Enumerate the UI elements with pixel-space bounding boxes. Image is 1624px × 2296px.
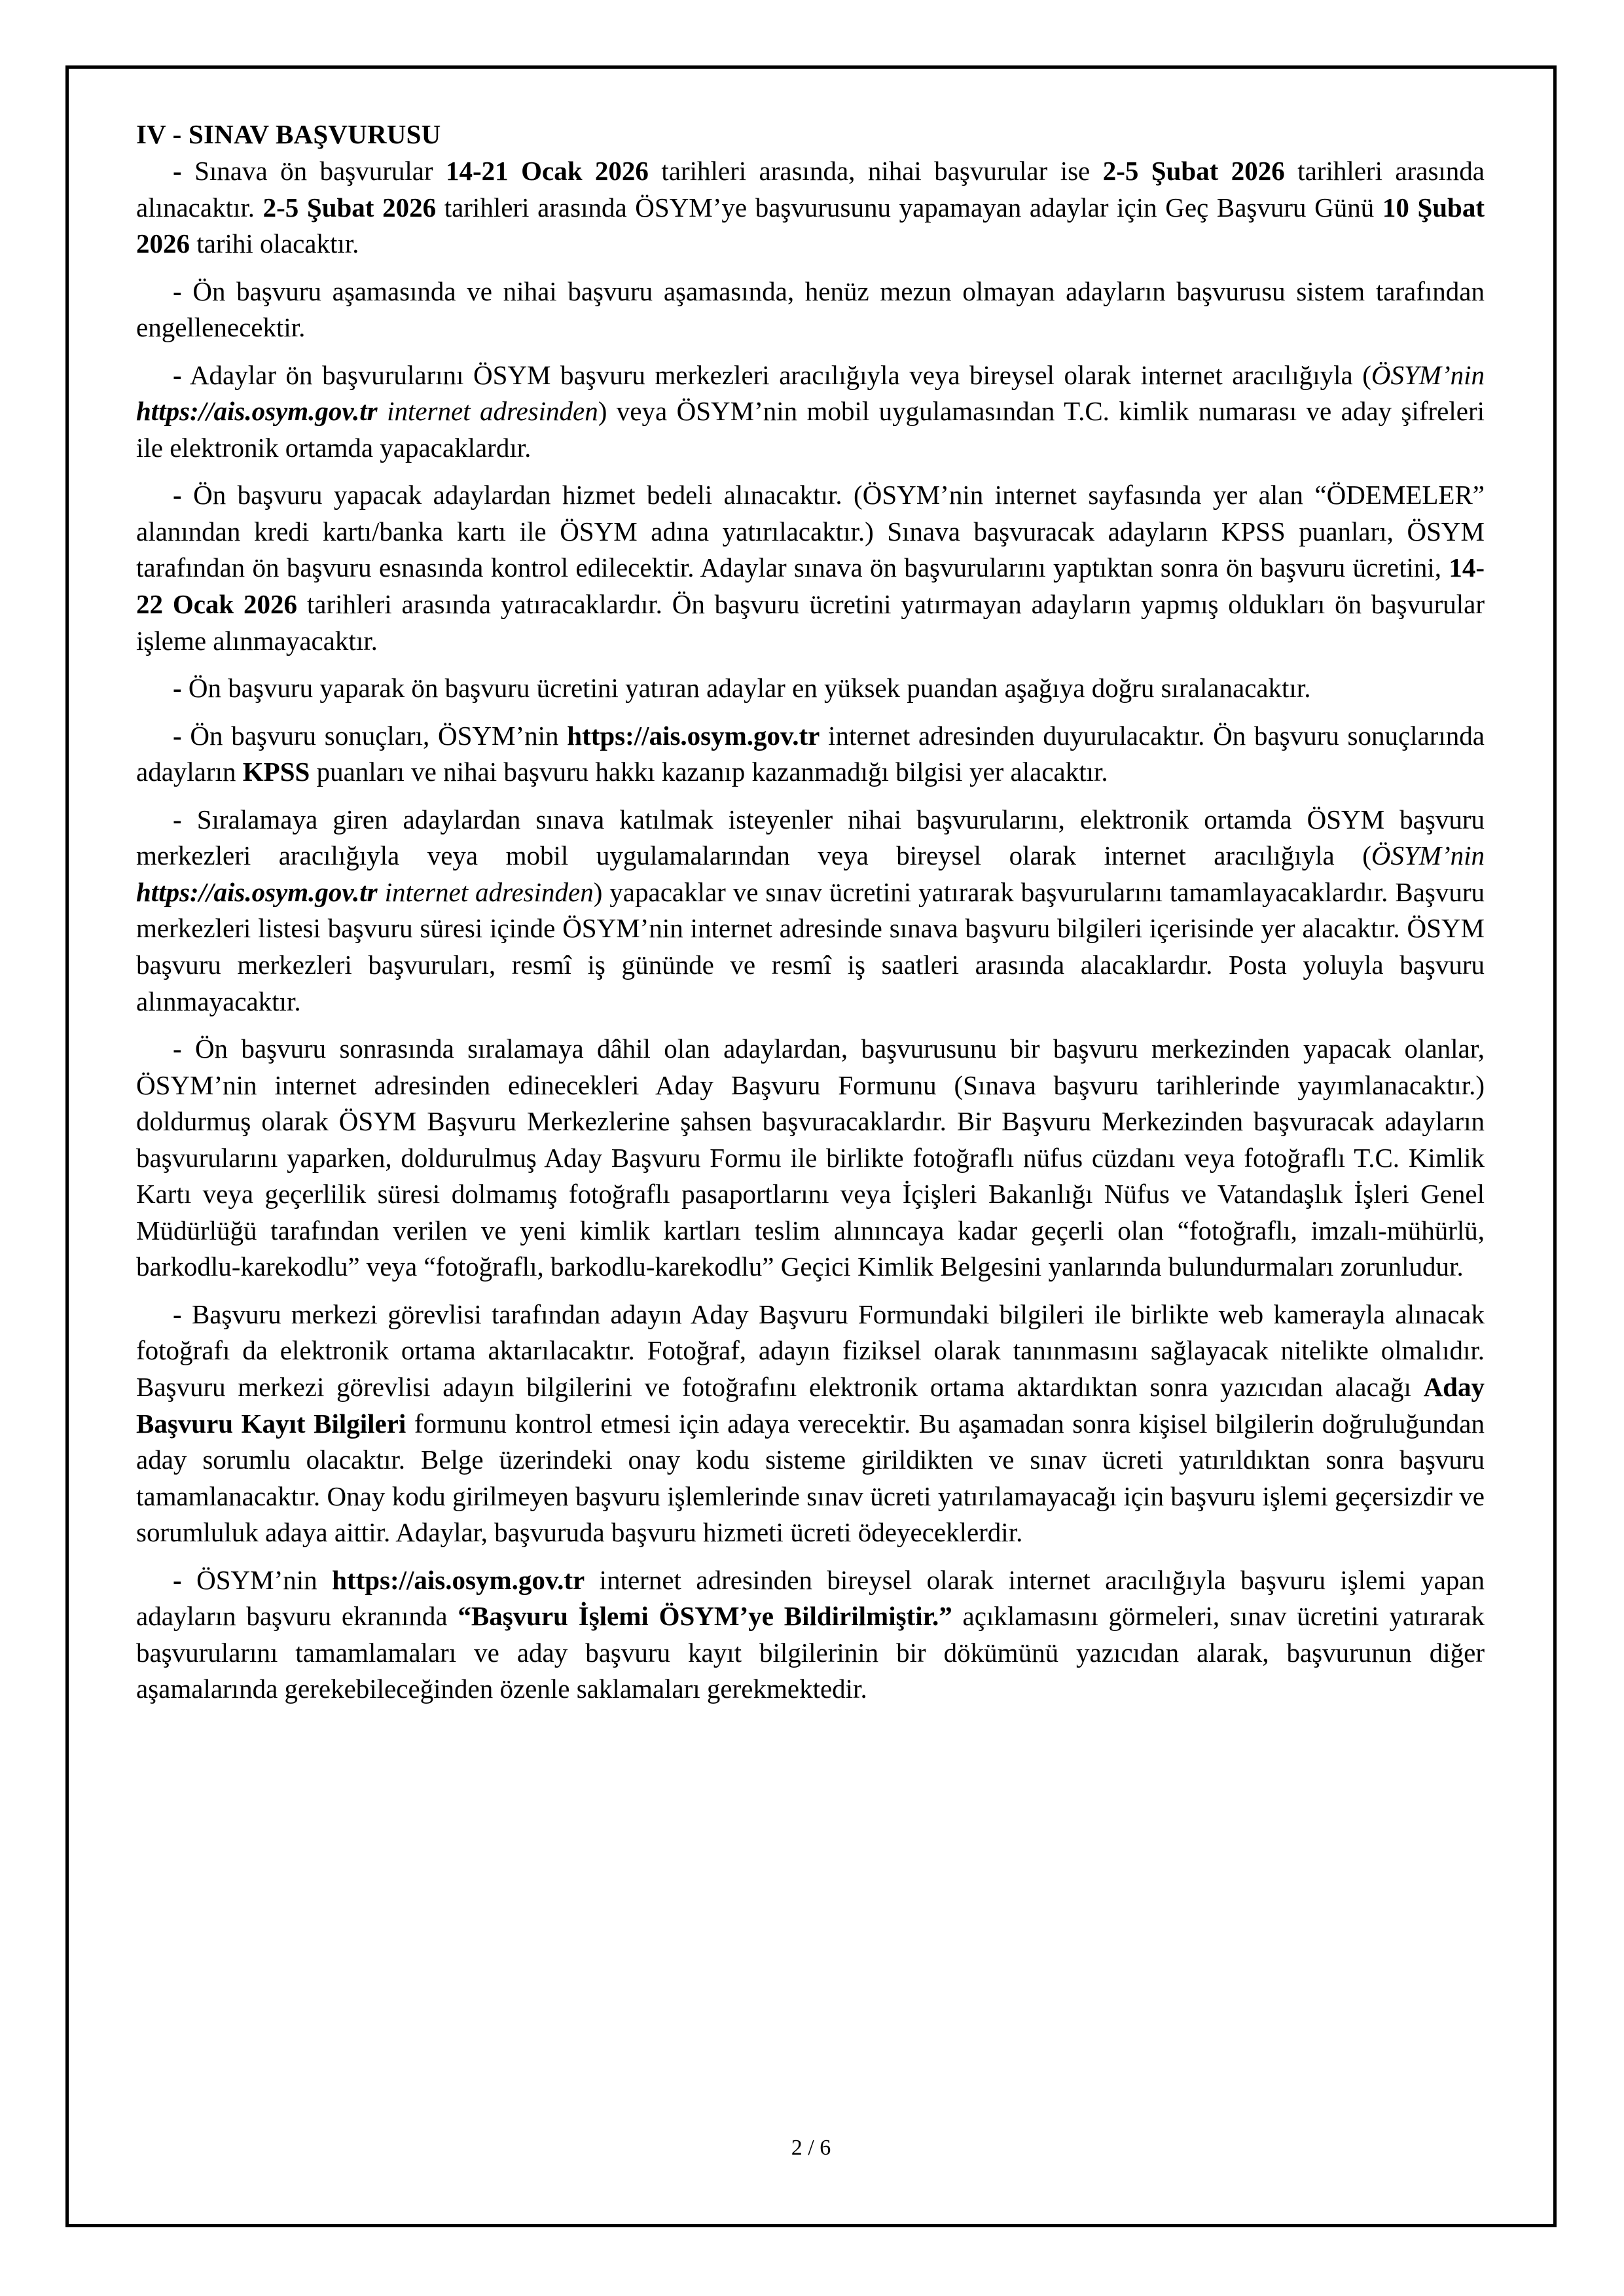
italic-internet-address: internet adresinden [377,876,594,907]
text-segment: Adaylar ön başvurularını ÖSYM başvuru merkezleri aracılığıyla veya bireysel olarak internet aracılığıyla ( [181,359,1371,390]
bullet-dash: - [173,1564,182,1595]
text-segment: Sınava ön başvurular [181,156,446,187]
text-segment: tarihleri arasında alınacaktır. [136,156,1485,223]
document-content [136,118,1485,1708]
url-ais-osym: https://ais.osym.gov.tr [136,876,378,907]
text-segment: Ön başvuru yapacak adaylardan hizmet bedeli alınacaktır. (ÖSYM’nin internet sayfasında yer alan “ÖDEMELER” alanından kredi kartı/banka kartı ile ÖSYM adına yatırılacaktır.) Sınava başvuracak adayların KPSS puanları, ÖSYM tarafından ön başvuru esnasında kontrol edilecektir. Adaylar sınava ön başvurularını yaptıktan sonra ön başvuru ücretini, [136,480,1485,583]
text-segment: internet adresinden bireysel olarak internet aracılığıyla başvuru işlemi yapan adayların başvuru ekranında [136,1564,1485,1632]
paragraph-individual-online-application [136,1562,1485,1708]
bullet-dash: - [173,156,182,187]
bold-date-fee-payment: 14-22 Ocak 2026 [136,552,1485,620]
document-page [65,65,1557,2227]
bullet-dash: - [173,804,182,834]
text-segment: ) yapacaklar ve sınav ücretini yatırarak başvurularını tamamlayacaklardır. Başvuru merkezleri listesi başvuru süresi içinde ÖSYM’nin internet adresinde sınava başvuru bilgileri içerisinde yer alacaktır. ÖSYM başvuru merkezleri başvuruları, resmî iş gününde ve resmî iş saatleri arasında alacaklardır. Posta yoluyla başvuru alınmayacaktır. [136,876,1485,1016]
text-segment: ÖSYM’nin [181,1564,333,1595]
text-segment: tarihleri arasında, nihai başvurular ise [648,156,1103,187]
text-segment: puanları ve nihai başvuru hakkı kazanıp kazanmadığı bilgisi yer alacaktır. [310,757,1108,787]
text-segment: tarihi olacaktır. [190,228,359,259]
text-segment: Sıralamaya giren adaylardan sınava katılmak isteyenler nihai başvurularını, elektronik ortamda ÖSYM başvuru merkezleri aracılığıyla veya mobil uygulamalarından veya bireysel olarak internet aracılığıyla ( [136,804,1485,871]
url-ais-osym: https://ais.osym.gov.tr [136,396,378,427]
italic-internet-address: internet adresinden [377,396,598,427]
bullet-dash: - [173,480,182,511]
url-ais-osym: https://ais.osym.gov.tr [332,1564,585,1595]
bullet-dash: - [173,359,182,390]
text-segment: formunu kontrol etmesi için adaya verecektir. Bu aşamadan sonra kişisel bilgilerin doğruluğundan aday sorumlu olacaktır. Belge üzerindeki onay kodu sisteme girildikten ve sınav ücreti yatırıldıktan sonra başvuru tamamlanacaktır. Onay kodu girilmeyen başvuru işlemlerinde sınav ücreti yatırılamayacağı için başvuru işlemi geçersizdir ve sorumluluk adaya aittir. Adaylar, başvuruda başvuru hizmeti ücreti ödeyeceklerdir. [136,1408,1485,1548]
page-title: IV - SINAV BAŞVURUSU [136,119,441,149]
bold-kpss: KPSS [242,757,310,787]
text-segment: Ön başvuru aşamasında ve nihai başvuru aşamasında, henüz mezun olmayan adayların başvurusu sistem tarafından engellenecektir. [136,276,1485,343]
paragraph-results-announcement [136,718,1485,791]
bold-date-final-application-repeat: 2-5 Şubat 2026 [262,192,437,223]
text-segment: Ön başvuru yaparak ön başvuru ücretini yatıran adaylar en yüksek puandan aşağıya doğru sıralanacaktır. [181,673,1311,704]
paragraph-final-application [136,802,1485,1020]
text-segment: açıklamasını görmeleri, sınav ücretini yatırarak başvurularını tamamlamaları ve aday başvuru kayıt bilgilerinin bir dökümünü yazıcıdan alarak, başvurunun diğer aşamalarında gerekebileceğinden özenle saklamaları gerekmektedir. [136,1601,1485,1704]
paragraph-application-channels [136,357,1485,467]
page-number-footer: 2 / 6 [791,2136,831,2160]
text-segment: Ön başvuru sonrasında sıralamaya dâhil olan adaylardan, başvurusunu bir başvuru merkezinden yapacak olanlar, ÖSYM’nin internet adresinden edinecekleri Aday Başvuru Formunu (Sınava başvuru tarihlerinde yayımlanacaktır.) doldurmuş olarak ÖSYM Başvuru Merkezlerine şahsen başvuracaklardır. Bir Başvuru Merkezinden başvuracak adayların başvurularını yaparken, doldurulmuş Aday Başvuru Formu ile birlikte fotoğraflı nüfus cüzdanı veya fotoğraflı T.C. Kimlik Kartı veya geçerlilik süresi dolmamış fotoğraflı pasaportlarını veya İçişleri Bakanlığı Nüfus ve Vatandaşlık İşleri Genel Müdürlüğü tarafından verilen ve yeni kimlik kartları teslim alınıncaya kadar geçerli olan “fotoğraflı, imzalı-mühürlü, barkodlu-karekodlu” veya “fotoğraflı, barkodlu-karekodlu” Geçici Kimlik Belgesini yanlarında bulundurmaları zorunludur. [136,1033,1485,1282]
paragraph-photo-and-record-form [136,1297,1485,1551]
bold-confirmation-message: “Başvuru İşlemi ÖSYM’ye Bildirilmiştir.” [458,1601,952,1632]
paragraph-service-fee [136,477,1485,659]
text-segment: tarihleri arasında yatıracaklardır. Ön başvuru ücretini yatırmayan adayların yapmış oldukları ön başvurular işleme alınmayacaktır. [136,589,1485,656]
bold-date-late-application: 10 Şubat 2026 [136,192,1485,259]
paragraph-pre-application-dates [136,153,1485,262]
bullet-dash: - [173,720,182,751]
text-segment: internet adresinden duyurulacaktır. Ön başvuru sonuçlarında adayların [136,720,1485,787]
italic-osym-possessive: ÖSYM’nin [1371,359,1485,390]
paragraph-non-graduate-block [136,274,1485,346]
bold-date-pre-application: 14-21 Ocak 2026 [446,156,649,187]
text-segment: Ön başvuru sonuçları, ÖSYM’nin [181,720,568,751]
bold-date-final-application: 2-5 Şubat 2026 [1102,156,1285,187]
url-ais-osym: https://ais.osym.gov.tr [567,720,820,751]
text-segment: Başvuru merkezi görevlisi tarafından adayın Aday Başvuru Formundaki bilgileri ile birlikte web kamerayla alınacak fotoğrafı da elektronik ortama aktarılacaktır. Fotoğraf, adayın fiziksel olarak tanınmasını sağlayacak nitelikte olmalıdır. Başvuru merkezi görevlisi adayın bilgilerini ve fotoğrafını elektronik ortama aktardıktan sonra yazıcıdan alacağı [136,1299,1485,1402]
bullet-dash: - [173,276,182,306]
paragraph-ranking [136,670,1485,707]
italic-osym-possessive: ÖSYM’nin [1371,840,1485,871]
text-segment: tarihleri arasında ÖSYM’ye başvurusunu yapamayan adaylar için Geç Başvuru Günü [436,192,1382,223]
bold-form-name: Aday Başvuru Kayıt Bilgileri [136,1371,1485,1439]
text-segment: ) veya ÖSYM’nin mobil uygulamasından T.C. kimlik numarası ve aday şifreleri ile elektronik ortamda yapacaklardır. [136,396,1485,463]
bullet-dash: - [173,1033,182,1064]
bullet-dash: - [173,1299,182,1329]
bullet-dash: - [173,673,182,704]
paragraph-application-center-documents [136,1031,1485,1285]
